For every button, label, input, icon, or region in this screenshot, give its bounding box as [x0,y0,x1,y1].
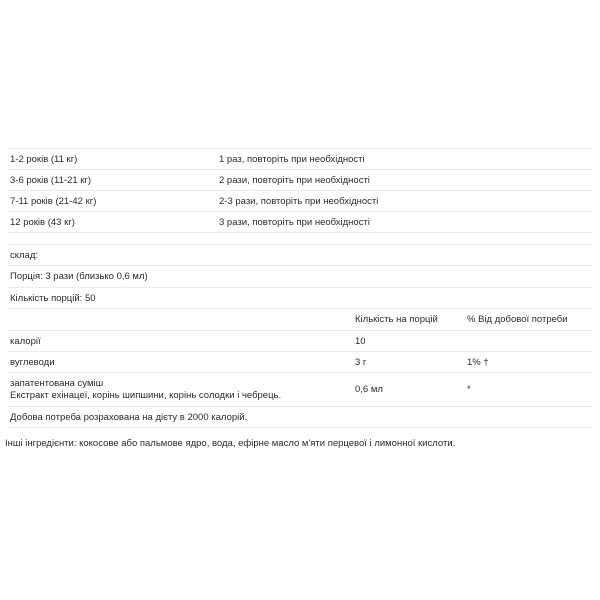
nutrient-name: вуглеводи [10,356,55,368]
dose-cell: 3 рази, повторіть при необхідності [219,216,370,228]
dosage-row [7,148,593,169]
age-cell: 12 років (43 кг) [10,216,75,228]
nutrient-dv: * [467,384,471,395]
servings-count: Кількість порцій: 50 [10,292,96,304]
dose-cell: 2-3 рази, повторіть при необхідності [219,195,379,207]
dosage-row [7,211,593,233]
servings-count-row [7,287,593,308]
nutrient-name: калорії [10,335,41,347]
facts-row [7,351,593,372]
nutrient-amount: 10 [355,335,366,347]
nutrient-subtext: Екстракт ехінацеї, корінь шипшини, корінь солодки і чебрець. [10,389,282,401]
dosage-row [7,169,593,190]
facts-title-row [7,244,593,265]
facts-row [7,372,593,406]
dose-cell: 2 рази, повторіть при необхідності [219,174,370,186]
age-cell: 3-6 років (11-21 кг) [10,174,92,186]
nutrient-amount: 3 г [355,356,367,368]
facts-header-row [7,308,593,330]
nutrient-dv: 1% † [467,356,489,368]
dosage-row [7,190,593,211]
other-ingredients: Інші інгредієнти: кокосове або пальмове ядро, вода, ефірне масло м'яти перцевої і лимонної кислоти. [5,438,456,449]
dose-cell: 1 раз, повторіть при необхідності [219,153,365,165]
facts-title: склад: [10,249,39,261]
nutrient-name-block [10,378,281,402]
nutrient-name: запатентована суміш [10,377,104,389]
footnote: Добова потреба розрахована на дієту в 2000 калорій. [10,411,248,423]
serving-row [7,265,593,287]
col-dv-header: % Від добової потреби [467,314,568,325]
col-amount-header: Кількість на порцій [355,314,438,325]
age-cell: 1-2 років (11 кг) [10,153,78,165]
facts-row [7,330,593,351]
nutrient-amount: 0,6 мл [355,384,383,395]
footnote-row [7,406,593,428]
age-cell: 7-11 років (21-42 кг) [10,195,97,207]
serving-size: Порція: 3 рази (близько 0,6 мл) [10,271,148,282]
